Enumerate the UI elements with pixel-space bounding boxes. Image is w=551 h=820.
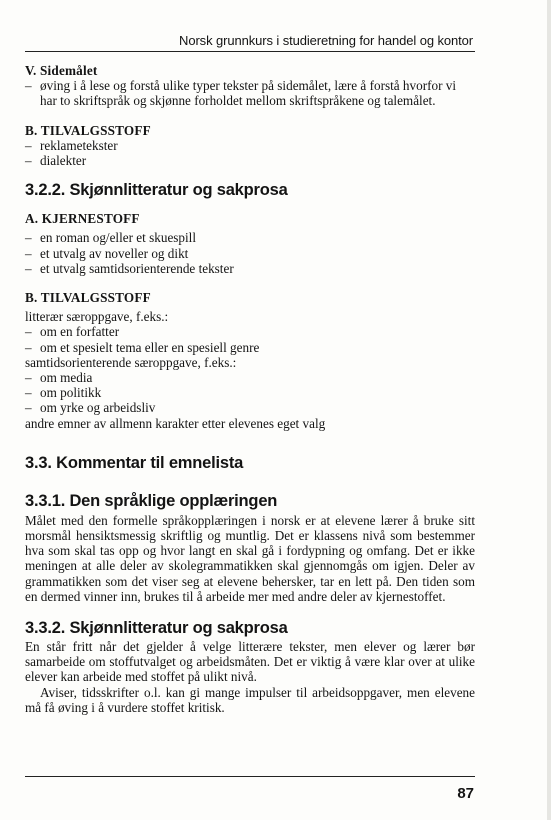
dash-marker: – bbox=[25, 153, 32, 169]
paragraph: Målet med den formelle språkopplæringen i norsk er at elevene lærer å bruke sitt morsmål hensiktsmessig skriftlig og muntlig. Det er klassens nivå som bestemmer hva som skal tas opp og hvor langt en skal gå i fordypning og omfang. Det er ikke meningen at alle deler av skolegrammatikken skal gjennomgås om igjen. Deler av grammatikken som det viser seg at elevene behersker, tar en lett på. Den tiden som en dermed vinner inn, brukes til å arbeide mer med andre deler av kjernestoffet. bbox=[25, 512, 475, 604]
section-v-heading: V. Sidemålet bbox=[25, 63, 98, 78]
list-item: – et utvalg av noveller og dikt bbox=[25, 245, 189, 261]
heading-3-3-2: 3.3.2. Skjønnlitteratur og sakprosa bbox=[25, 619, 288, 638]
paragraph: En står fritt når det gjelder å velge litterære tekster, men elever og lærer bør samarbeide om stoffutvalget og arbeidsmåten. Det er viktig å være klar over at ulike elever kan arbeide med stoffet på ulikt nivå. bbox=[25, 639, 475, 685]
dash-marker: – bbox=[25, 245, 32, 261]
list-item: – en roman og/eller et skuespill bbox=[25, 230, 197, 246]
list-closing: andre emner av allmenn karakter etter elevenes eget valg bbox=[25, 415, 326, 431]
page-body bbox=[25, 63, 475, 715]
list-item: – reklametekster bbox=[25, 137, 118, 153]
list-lead: litterær særoppgave, f.eks.: bbox=[25, 309, 169, 325]
list-item: – et utvalg samtidsorienterende tekster bbox=[25, 260, 234, 276]
dash-marker: – bbox=[25, 78, 32, 94]
section-a-heading: A. KJERNESTOFF bbox=[25, 211, 140, 227]
heading-3-3: 3.3. Kommentar til emnelista bbox=[25, 453, 244, 472]
dash-marker: – bbox=[25, 137, 32, 153]
list-item: – om yrke og arbeidsliv bbox=[25, 400, 156, 416]
dash-marker: – bbox=[25, 400, 32, 416]
list-item: – om politikk bbox=[25, 385, 102, 401]
dash-marker: – bbox=[25, 370, 32, 386]
dash-marker: – bbox=[25, 385, 32, 401]
list-lead: samtidsorienterende særoppgave, f.eks.: bbox=[25, 354, 237, 370]
heading-3-2-2: 3.2.2. Skjønnlitteratur og sakprosa bbox=[25, 181, 288, 200]
section-b-heading: B. TILVALGSSTOFF bbox=[25, 290, 151, 306]
list-item: – om en forfatter bbox=[25, 324, 120, 340]
list-item: – øving i å lese og forstå ulike typer tekster på sidemålet, lære å forstå hvorfor vi har to skriftspråk og skjønne forholdet mellom skriftspråkene og talemålet. bbox=[25, 78, 457, 109]
dash-marker: – bbox=[25, 260, 32, 276]
dash-marker: – bbox=[25, 339, 32, 355]
footer-rule bbox=[25, 776, 475, 777]
page-number: 87 bbox=[457, 785, 474, 802]
heading-3-3-1: 3.3.1. Den språklige opplæringen bbox=[25, 491, 278, 510]
paragraph: Aviser, tidsskrifter o.l. kan gi mange impulser til arbeidsoppgaver, men elevene må få øving i å vurdere stoffet kritisk. bbox=[25, 684, 475, 715]
running-head: Norsk grunnkurs i studieretning for handel og kontor bbox=[179, 33, 473, 48]
list-item: – om media bbox=[25, 370, 93, 386]
dash-marker: – bbox=[25, 230, 32, 246]
page-edge bbox=[547, 0, 551, 820]
list-item: – dialekter bbox=[25, 153, 87, 169]
section-b-heading: B. TILVALGSSTOFF bbox=[25, 122, 151, 138]
header-rule bbox=[25, 51, 475, 52]
list-item: – om et spesielt tema eller en spesiell genre bbox=[25, 339, 260, 355]
dash-marker: – bbox=[25, 324, 32, 340]
